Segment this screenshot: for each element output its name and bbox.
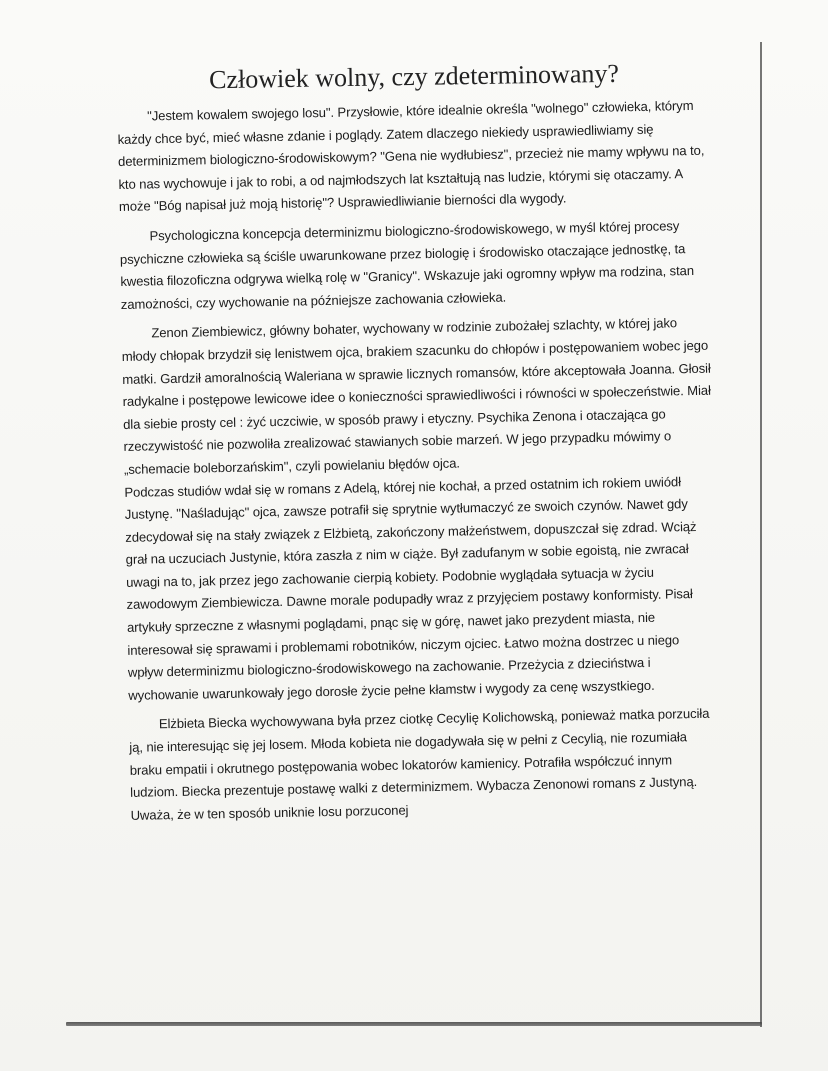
paragraph-elzbieta: Elżbieta Biecka wychowywana była przez ciotkę Cecylię Kolichowską, ponieważ matka porzuciła ją, nie interesując się jej losem. Młoda kobieta nie dogadywała się w pełni z Cecylią, nie rozumiała braku empatii i okrutnego postępowania wobec lokatorów kamienicy. Potrafiła współczuć innym ludziom. Biecka prezentuje postawę walki z determinizmem. Wybacza Zenonowi romans z Justyną. Uważa, że w ten sposób uniknie losu porzuconej [129, 706, 710, 823]
scan-bottom-line [66, 1022, 762, 1026]
paragraph-concept: Psychologiczna koncepcja determinizmu biologiczno-środowiskowego, w myśl której procesy psychiczne człowieka są ściśle uwarunkowane przez biologię i środowisko otaczające jednostkę, ta kwestia filozoficzna odgrywa wielką rolę w "Granicy". Wskazuje jaki ogromny wpływ ma rodzina, stan zamożności, czy wychowanie na późniejsze zachowania człowieka. [119, 218, 695, 312]
document-body [117, 95, 721, 828]
paragraph-zenon: Zenon Ziembiewicz, główny bohater, wychowany w rodzinie zubożałej szlachty, w której jako młody chłopak brzydził się lenistwem ojca, brakiem szacunku do chłopów i postępowaniem wobec jego matki. Gardził amoralnością Waleriana w sprawie licznych romansów, które akceptowała Joanna. Głosił radykalne i postępowe lewicowe idee o konieczności sprawiedliwości i równości w społeczeństwie. Miał dla siebie prosty cel : żyć uczciwie, w sposób prawy i etyczny. Psychika Zenona i otaczająca go rzeczywistość nie pozwoliła zrealizować stawianych sobie marzeń. W jego przypadku mówimy o „schemacie boleborzańskim", czyli powielaniu błędów ojca. [121, 315, 711, 477]
paragraph-studies: Podczas studiów wdał się w romans z Adelą, której nie kochał, a przed ostatnim ich rokiem uwiódł Justynę. "Naśladując" ojca, zawsze potrafił się sprytnie wytłumaczyć ze swoich czynów. Nawet gdy zdecydował się na stały związek z Elżbietą, zakończony małżeństwem, dopuszczał się zdrad. Wciąż grał na uczuciach Justynie, która zaszła z nim w ciąże. Był zadufanym w sobie egoistą, nie zwracał uwagi na to, jak przez jego zachowanie cierpią kobiety. Podobnie wyglądała sytuacja w życiu zawodowym Ziembiewicza. Dawne morale podupadły wraz z przyjęciem postawy konformisty. Pisał artykuły sprzeczne z własnymi poglądami, pnąc się w górę, nawet jako prezydent miasta, nie interesował się sprawami i problemami robotników, niczym ojciec. Łatwo można dostrzec u niego wpływ determinizmu biologiczno-środowiskowego na zachowanie. Przeżycia z dzieciństwa i wychowanie uwarunkowały jego dorosłe życie pełne kłamstw i wygody za cenę wszystkiego. [124, 473, 697, 703]
paragraph-intro: "Jestem kowalem swojego losu". Przysłowie, które idealnie określa "wolnego" człowieka, którym każdy chce być, mieć własne zdanie i poglądy. Zatem dlaczego niekiedy usprawiedliwiamy się determinizmem biologiczno-środowiskowym? "Gena nie wydłubiesz", przecież nie mamy wpływu na to, kto nas wychowuje i jak to robi, a od najmłodszych lat kształtują nas ludzie, którymi się otaczamy. A może "Bóg napisał już moją historię"? Usprawiedliwianie bierności dla wygody. [117, 97, 705, 215]
scan-edge-line [760, 42, 762, 1027]
document-title: Człowiek wolny, czy zdeterminowany? [208, 58, 620, 95]
